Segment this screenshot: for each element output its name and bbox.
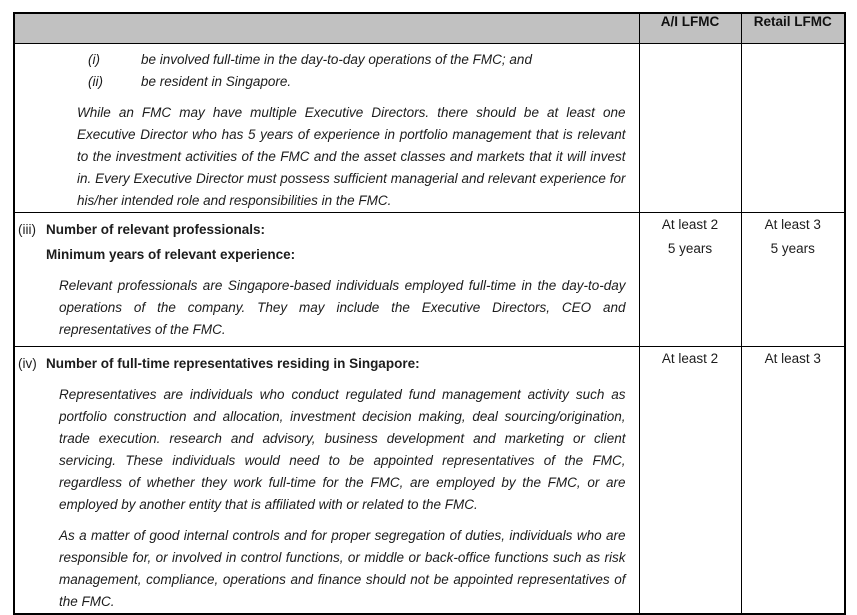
table-row-relevant-professionals xyxy=(14,212,845,346)
relevant-professionals-paragraph: Relevant professionals are Singapore-based individuals employed full-time in the day-to-day operations of the company. They may include the Executive Directors, CEO and representatives of the FMC. xyxy=(59,277,626,337)
table-row-executive-directors xyxy=(14,43,845,212)
list-item-marker: (ii) xyxy=(88,73,103,89)
row-marker: (iii) xyxy=(18,221,36,237)
list-item xyxy=(15,71,639,93)
requirements-table xyxy=(13,12,846,615)
requirement-value: At least 2 xyxy=(661,350,719,366)
executive-directors-paragraph: While an FMC may have multiple Executive Directors. there should be at least one Executive Director who has 5 years of experience in portfolio management that is relevant to the investment activities of the FMC and the asset classes and markets that it will invest in. Every Executive Director must possess sufficient managerial and relevant experience for his/her intended role and responsibilities in the FMC. xyxy=(77,104,626,208)
requirement-value: At least 3 xyxy=(764,216,821,232)
header-cell-main xyxy=(14,13,639,43)
list-item-marker: (i) xyxy=(88,51,100,67)
header-cell-ai-lfmc: A/I LFMC xyxy=(639,13,741,43)
condition-list xyxy=(15,49,639,93)
requirement-heading-text: Number of full-time representatives residing in Singapore: xyxy=(46,355,420,371)
list-item-text: be resident in Singapore. xyxy=(141,73,292,89)
executive-directors-cell xyxy=(14,43,639,212)
requirement-heading xyxy=(15,219,639,241)
representatives-paragraph-1: Representatives are individuals who conduct regulated fund management activity such as portfolio construction and allocation, investment decision making, deal sourcing/origination, trade execution. research and advisory, business development and marketing or client servicing. These individuals would need to be appointed representatives of the FMC, regardless of whether they work full-time for the FMC, are employed by the FMC, or are employed by another entity that is affiliated with or related to the FMC. xyxy=(59,386,626,512)
relevant-professionals-cell xyxy=(14,212,639,346)
requirement-subheading xyxy=(15,244,639,266)
requirement-heading xyxy=(15,353,639,375)
requirement-value: 5 years xyxy=(770,240,815,256)
requirement-heading-text: Number of relevant professionals: xyxy=(46,221,266,237)
ed-ai-lfmc-cell xyxy=(639,43,741,212)
list-item-text: be involved full-time in the day-to-day operations of the FMC; and xyxy=(141,51,532,67)
requirement-value: 5 years xyxy=(667,240,713,256)
fulltime-representatives-cell xyxy=(14,346,639,614)
table-header-row xyxy=(14,13,845,43)
ed-retail-lfmc-cell xyxy=(741,43,845,212)
requirement-value: At least 3 xyxy=(764,350,821,366)
iii-ai-lfmc-cell xyxy=(639,212,741,346)
table-row-fulltime-representatives xyxy=(14,346,845,614)
header-cell-retail-lfmc: Retail LFMC xyxy=(741,13,845,43)
list-item xyxy=(15,49,639,71)
representatives-paragraph-2: As a matter of good internal controls and for proper segregation of duties, individuals who are responsible for, or involved in control functions, or middle or back-office functions such as risk management, compliance, operations and finance should not be appointed representatives of the FMC. xyxy=(59,527,626,609)
iv-ai-lfmc-cell xyxy=(639,346,741,614)
iii-retail-lfmc-cell xyxy=(741,212,845,346)
requirement-subheading-text: Minimum years of relevant experience: xyxy=(46,246,296,262)
iv-retail-lfmc-cell xyxy=(741,346,845,614)
row-marker: (iv) xyxy=(18,355,37,371)
requirement-value: At least 2 xyxy=(661,216,719,232)
